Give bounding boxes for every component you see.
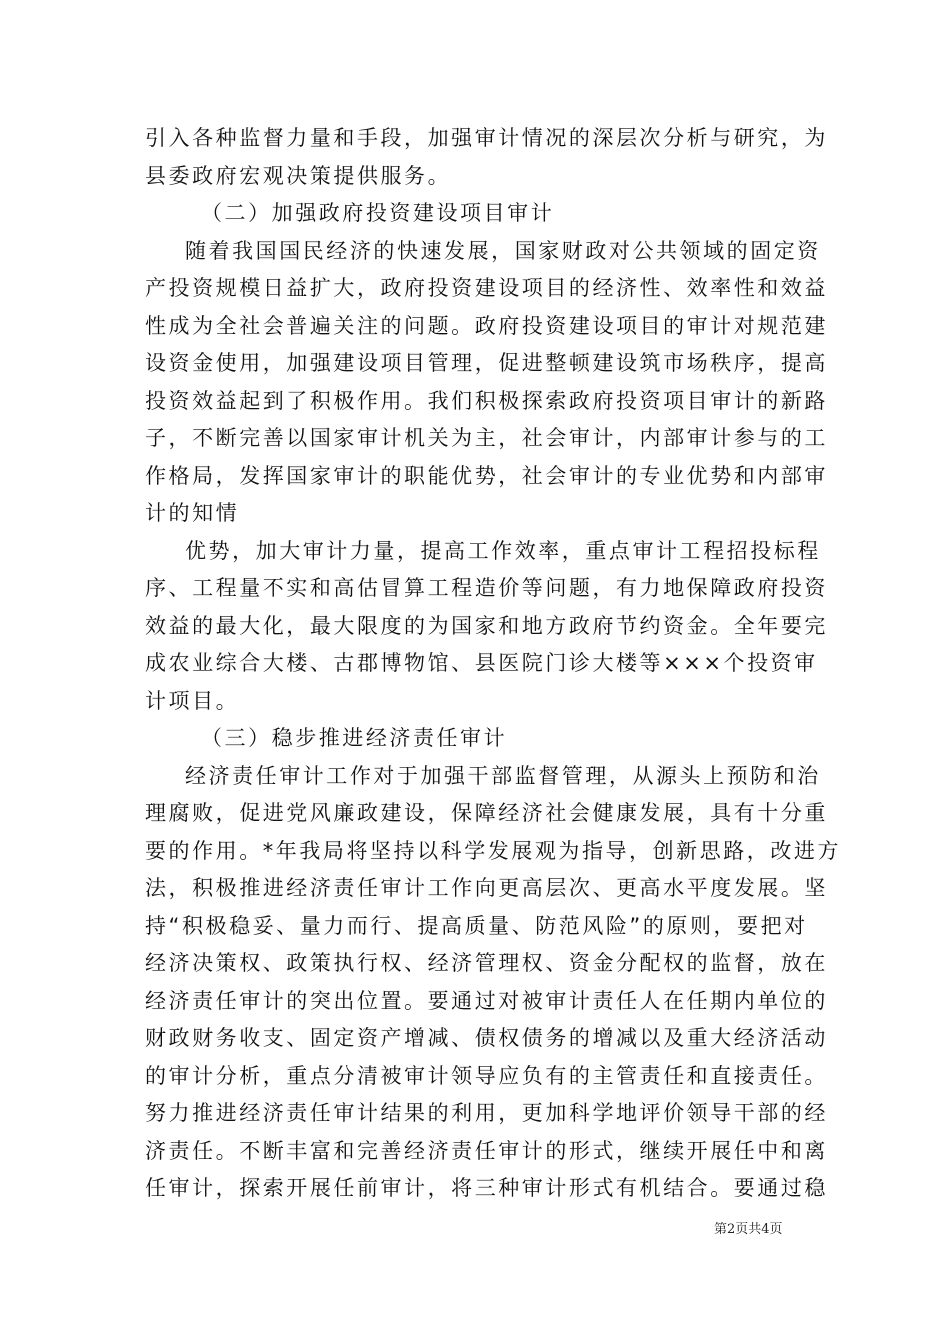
text-line: 理腐败，促进党风廉政建设，保障经济社会健康发展，具有十分重 [145, 801, 828, 825]
text-line: 产投资规模日益扩大，政府投资建设项目的经济性、效率性和效益 [145, 276, 828, 300]
text-line: 作格局，发挥国家审计的职能优势，社会审计的专业优势和内部审 [145, 463, 828, 488]
text-line: 设资金使用，加强建设项目管理，促进整顿建设筑市场秩序，提高 [145, 351, 828, 375]
text-line: 序、工程量不实和高估冒算工程造价等问题，有力地保障政府投资 [145, 576, 828, 600]
text-line: 性成为全社会普遍关注的问题。政府投资建设项目的审计对规范建 [145, 313, 828, 338]
text-line: 经济责任审计工作对于加强干部监督管理，从源头上预防和治 [185, 763, 821, 788]
text-line: 经济决策权、政策执行权、经济管理权、资金分配权的监督，放在 [145, 951, 828, 975]
section-heading: （三）稳步推进经济责任审计 [201, 726, 508, 750]
text-line: 子，不断完善以国家审计机关为主，社会审计，内部审计参与的工 [145, 426, 828, 450]
document-body [145, 120, 841, 1208]
text-line: 持“积极稳妥、量力而行、提高质量、防范风险”的原则，要把对 [145, 913, 808, 938]
text-line: 经济责任审计的突出位置。要通过对被审计责任人在任期内单位的 [145, 988, 828, 1013]
text-line: 县委政府宏观决策提供服务。 [145, 163, 452, 188]
text-line: 法，积极推进经济责任审计工作向更高层次、更高水平度发展。坚 [145, 876, 828, 900]
text-line: 效益的最大化，最大限度的为国家和地方政府节约资金。全年要完 [145, 613, 828, 638]
text-line: 任审计，探索开展任前审计，将三种审计形式有机结合。要通过稳 [145, 1176, 828, 1200]
text-line: 财政财务收支、固定资产增减、债权债务的增减以及重大经济活动 [145, 1026, 828, 1050]
text-line: 努力推进经济责任审计结果的利用，更加科学地评价领导干部的经 [145, 1101, 828, 1125]
text-line: 随着我国国民经济的快速发展，国家财政对公共领域的固定资 [185, 238, 821, 263]
text-line: 优势，加大审计力量，提高工作效率，重点审计工程招投标程 [185, 538, 821, 563]
text-line: 计的知情 [145, 501, 240, 525]
text-line: 要的作用。*年我局将坚持以科学发展观为指导，创新思路，改进方 [145, 838, 841, 863]
text-line: 引入各种监督力量和手段，加强审计情况的深层次分析与研究，为 [145, 126, 828, 150]
text-line: 的审计分析，重点分清被审计领导应负有的主管责任和直接责任。 [145, 1063, 828, 1088]
text-line: 计项目。 [145, 688, 240, 713]
text-line: 济责任。不断丰富和完善经济责任审计的形式，继续开展任中和离 [145, 1138, 828, 1163]
page-number: 第2页共4页 [714, 1222, 783, 1237]
text-line: 成农业综合大楼、古郡博物馆、县医院门诊大楼等×××个投资审 [145, 651, 818, 675]
section-heading: （二）加强政府投资建设项目审计 [201, 201, 555, 225]
text-line: 投资效益起到了积极作用。我们积极探索政府投资项目审计的新路 [145, 388, 828, 413]
